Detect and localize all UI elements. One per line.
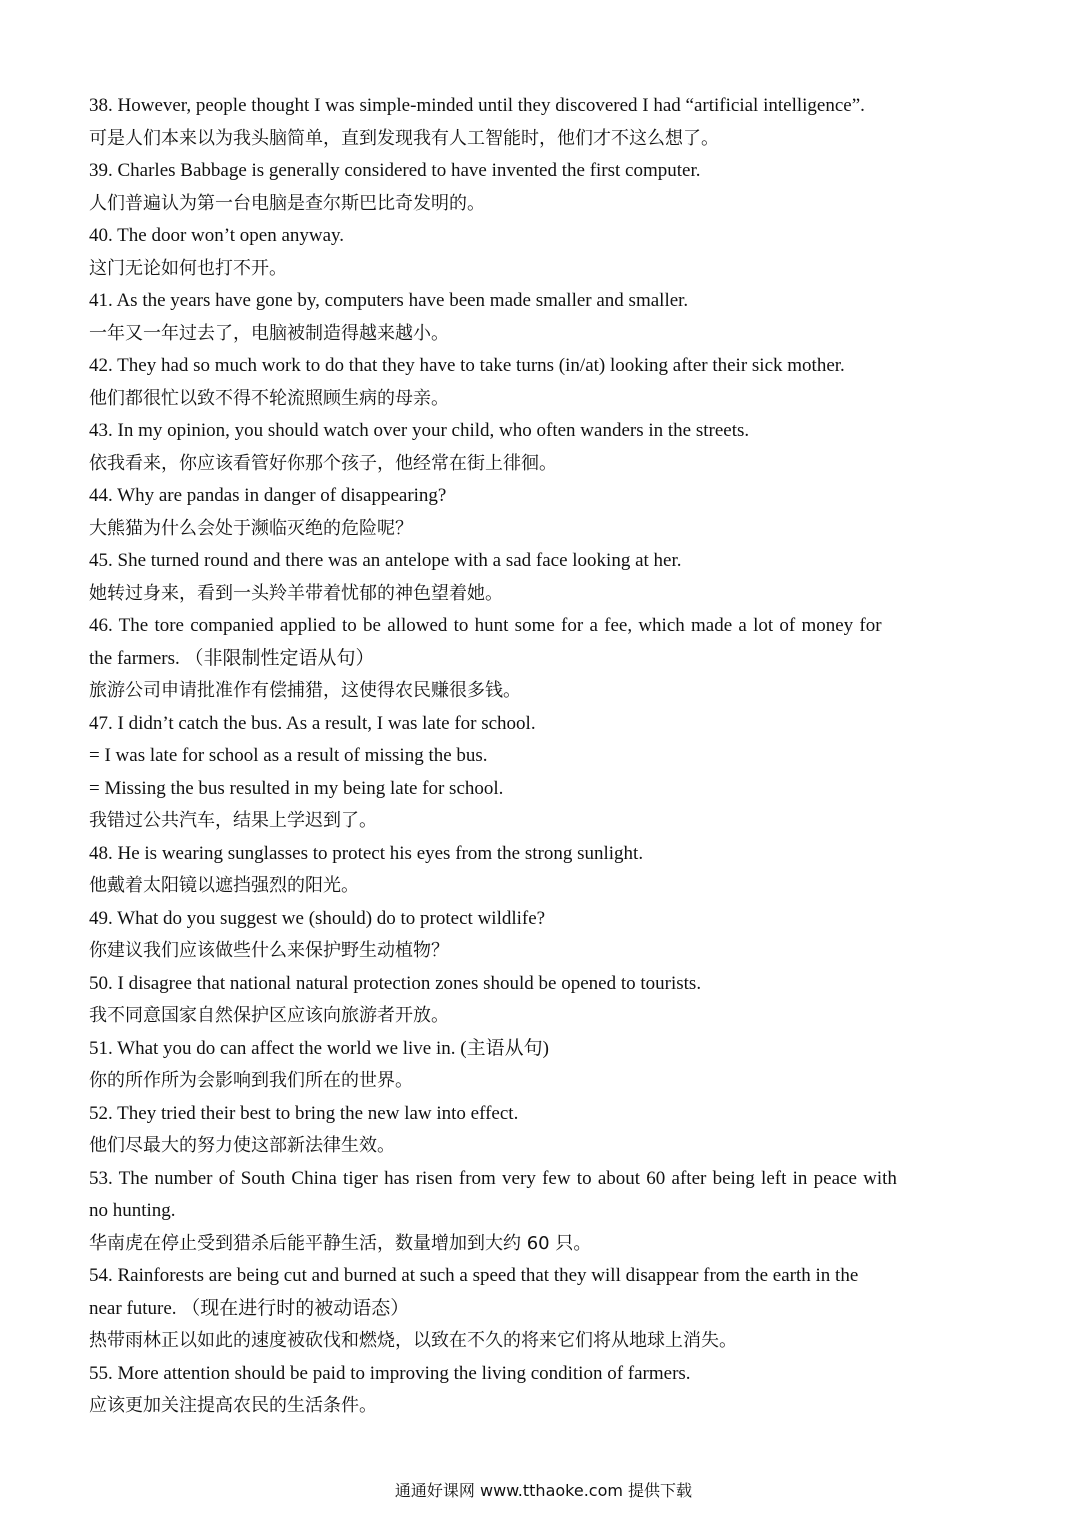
chinese-translation: 热带雨林正以如此的速度被砍伐和燃烧，以致在不久的将来它们将从地球上消失。 — [89, 1330, 737, 1351]
entry-53 — [89, 1163, 1001, 1261]
english-sentence: 38. However, people thought I was simple-minded until they discovered I had “artificial intelligence”. — [89, 95, 865, 116]
chinese-translation: 旅游公司申请批准作有偿捕猎，这使得农民赚很多钱。 — [89, 680, 521, 701]
entry-48 — [89, 838, 1001, 903]
entry-38 — [89, 90, 1001, 155]
english-sentence: 41. As the years have gone by, computers have been made smaller and smaller. — [89, 290, 689, 311]
entry-40 — [89, 220, 1001, 285]
english-alternative: = Missing the bus resulted in my being late for school. — [89, 777, 504, 799]
chinese-translation: 大熊猫为什么会处于濒临灭绝的危险呢？ — [89, 517, 413, 539]
entry-51 — [89, 1033, 1001, 1098]
english-sentence: 48. He is wearing sunglasses to protect his eyes from the strong sunlight. — [89, 842, 644, 864]
chinese-translation: 可是人们本来以为我头脑简单，直到发现我有人工智能时，他们才不这么想了。 — [89, 127, 719, 149]
english-sentence: 46. The tore companied applied to be allowed to hunt some for a fee, which made a lot of money for — [89, 615, 882, 636]
entry-46 — [89, 610, 1001, 708]
chinese-translation: 人们普遍认为第一台电脑是查尔斯巴比奇发明的。 — [89, 192, 485, 214]
english-sentence: 55. More attention should be paid to improving the living condition of farmers. — [89, 1362, 691, 1384]
english-sentence: 44. Why are pandas in danger of disappearing? — [89, 485, 447, 506]
chinese-translation: 我错过公共汽车，结果上学迟到了。 — [89, 810, 377, 831]
entry-44 — [89, 480, 1001, 545]
english-sentence: 50. I disagree that national natural protection zones should be opened to tourists. — [89, 972, 702, 994]
chinese-translation: 他们都很忙以致不得不轮流照顾生病的母亲。 — [89, 387, 449, 409]
entry-52 — [89, 1098, 1001, 1163]
entry-49 — [89, 903, 1001, 968]
chinese-translation: 一年又一年过去了，电脑被制造得越来越小。 — [89, 322, 449, 344]
chinese-translation: 我不同意国家自然保护区应该向旅游者开放。 — [89, 1005, 449, 1026]
sentence-list — [89, 90, 1001, 1423]
english-sentence: 49. What do you suggest we (should) do to protect wildlife? — [89, 907, 546, 929]
entry-55 — [89, 1358, 1001, 1423]
page-footer: 通通好课网 www.tthaoke.com 提供下载 — [394, 1481, 693, 1500]
entry-39 — [89, 155, 1001, 220]
chinese-translation: 依我看来，你应该看管好你那个孩子，他经常在街上徘徊。 — [89, 452, 557, 474]
english-sentence-continued: no hunting. — [89, 1200, 176, 1221]
chinese-translation: 他戴着太阳镜以遮挡强烈的阳光。 — [89, 875, 359, 896]
entry-45 — [89, 545, 1001, 610]
chinese-translation: 你的所作所为会影响到我们所在的世界。 — [89, 1070, 413, 1091]
english-sentence: 40. The door won’t open anyway. — [89, 225, 345, 246]
chinese-translation: 华南虎在停止受到猎杀后能平静生活，数量增加到大约 60 只。 — [89, 1232, 592, 1254]
english-sentence: 42. They had so much work to do that they have to take turns (in/at) looking after their sick mother. — [89, 355, 845, 376]
chinese-translation: 你建议我们应该做些什么来保护野生动植物？ — [89, 940, 449, 961]
chinese-translation: 应该更加关注提高农民的生活条件。 — [89, 1395, 377, 1416]
entry-54 — [89, 1260, 1001, 1358]
english-sentence-continued: near future. （现在进行时的被动语态） — [89, 1297, 410, 1319]
chinese-translation: 她转过身来，看到一头羚羊带着忧郁的神色望着她。 — [89, 582, 503, 604]
english-sentence: 54. Rainforests are being cut and burned at such a speed that they will disappear from the earth in the — [89, 1265, 859, 1286]
english-alternative: = I was late for school as a result of missing the bus. — [89, 745, 488, 766]
english-sentence: 39. Charles Babbage is generally considered to have invented the first computer. — [89, 160, 701, 181]
entry-47 — [89, 708, 1001, 838]
english-sentence: 52. They tried their best to bring the new law into effect. — [89, 1102, 519, 1124]
entry-43 — [89, 415, 1001, 480]
english-sentence: 53. The number of South China tiger has risen from very few to about 60 after being left in peace with — [89, 1167, 897, 1189]
chinese-translation: 这门无论如何也打不开。 — [89, 257, 287, 279]
chinese-translation: 他们尽最大的努力使这部新法律生效。 — [89, 1135, 395, 1156]
english-sentence: 47. I didn’t catch the bus. As a result, I was late for school. — [89, 712, 536, 734]
english-sentence: 43. In my opinion, you should watch over your child, who often wanders in the streets. — [89, 420, 750, 441]
english-sentence: 45. She turned round and there was an antelope with a sad face looking at her. — [89, 550, 682, 571]
entry-41 — [89, 285, 1001, 350]
entry-42 — [89, 350, 1001, 415]
entry-50 — [89, 968, 1001, 1033]
english-sentence: 51. What you do can affect the world we live in. (主语从句) — [89, 1037, 549, 1059]
english-sentence-continued: the farmers. （非限制性定语从句） — [89, 647, 375, 669]
